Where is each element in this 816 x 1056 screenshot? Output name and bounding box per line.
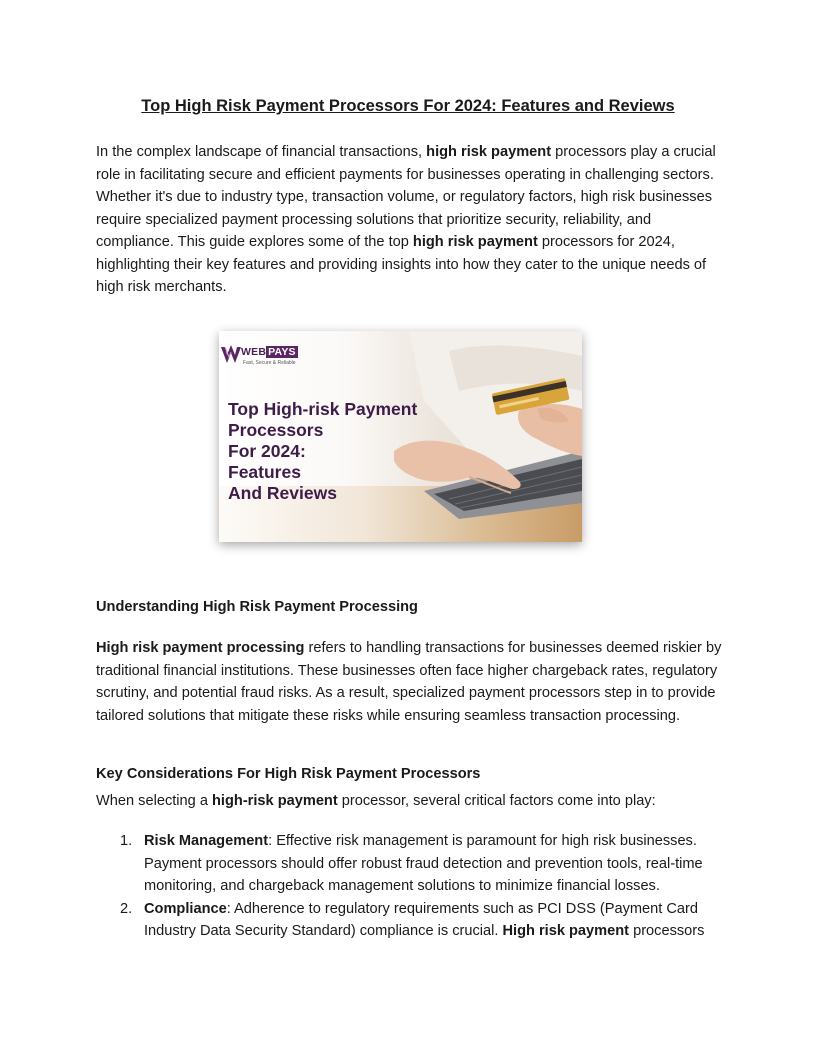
list-item-label: Risk Management bbox=[144, 833, 269, 849]
list-item bbox=[96, 830, 726, 898]
section1-text: refers to handling transactions for businesses deemed riskier by traditional financial institutions. These businesses often face higher chargeback rates, regulatory scrutiny, and potential fraud risks. As a result, specialized payment processors step in to provide tailored solutions that mitigate these risks while ensuring seamless transaction processing. bbox=[96, 640, 722, 724]
intro-text-2: processors play a crucial role in facilitating secure and efficient payments for businesses operating in challenging sectors. Whether it's due to industry type, transaction volume, or regulatory factors, high risk businesses require specialized payment processing solutions that prioritize security, reliability, and compliance. This guide explores some of the top bbox=[96, 144, 716, 250]
hero-heading-line: Processors bbox=[228, 420, 324, 440]
section2-intro bbox=[96, 790, 726, 813]
list-item-text: : Adherence to regulatory requirements such as PCI DSS (Payment Card Industry Data Security Standard) compliance is crucial. bbox=[144, 900, 698, 939]
list-item-number: 2. bbox=[120, 900, 133, 917]
hero-image bbox=[219, 331, 582, 542]
logo-wordmark bbox=[241, 346, 298, 358]
hero-heading bbox=[228, 399, 458, 504]
intro-bold-2: high risk payment bbox=[412, 234, 538, 250]
list-item-label: Compliance bbox=[144, 900, 227, 917]
section1-bold-lead: High risk payment processing bbox=[96, 640, 305, 656]
section1-paragraph bbox=[96, 637, 726, 727]
webpays-logo bbox=[221, 343, 311, 371]
list-item-tail: processors bbox=[629, 923, 705, 939]
logo-pays: PAYS bbox=[268, 346, 296, 358]
hero-heading-line: Top High-risk Payment bbox=[228, 399, 418, 419]
hero-heading-line: For 2024: bbox=[228, 441, 306, 461]
section-heading-understanding: Understanding High Risk Payment Processing bbox=[96, 599, 418, 615]
intro-text-3: processors for 2024, highlighting their key features and providing insights into how they cater to the unique needs of high risk merchants. bbox=[96, 234, 707, 295]
considerations-list bbox=[96, 830, 726, 943]
intro-text-1: In the complex landscape of financial transactions, bbox=[96, 144, 427, 160]
section2-intro-bold: high-risk payment bbox=[212, 793, 338, 809]
list-item-text: : Effective risk management is paramount for high risk businesses. Payment processors should offer robust fraud detection and prevention tools, real-time monitoring, and chargeback management solutions to minimize financial losses. bbox=[144, 833, 703, 894]
list-item-number: 1. bbox=[120, 833, 133, 849]
hero-heading-line: Features bbox=[228, 462, 301, 482]
section-heading-key-considerations: Key Considerations For High Risk Payment Processors bbox=[96, 766, 481, 782]
list-item-bold-tail: High risk payment bbox=[502, 923, 630, 939]
document-title: Top High Risk Payment Processors For 2024: Features and Reviews bbox=[141, 97, 675, 115]
webpays-logo-mark bbox=[221, 345, 241, 365]
intro-bold-1: high risk payment bbox=[426, 144, 552, 160]
logo-tagline: Fast, Secure & Reliable bbox=[243, 360, 296, 366]
intro-paragraph bbox=[96, 141, 726, 299]
list-item bbox=[96, 898, 726, 943]
logo-web: WEB bbox=[241, 346, 267, 358]
hero-heading-line: And Reviews bbox=[228, 483, 337, 503]
section2-intro-text-1: When selecting a bbox=[96, 793, 213, 809]
section2-intro-text-2: processor, several critical factors come into play: bbox=[337, 793, 656, 809]
